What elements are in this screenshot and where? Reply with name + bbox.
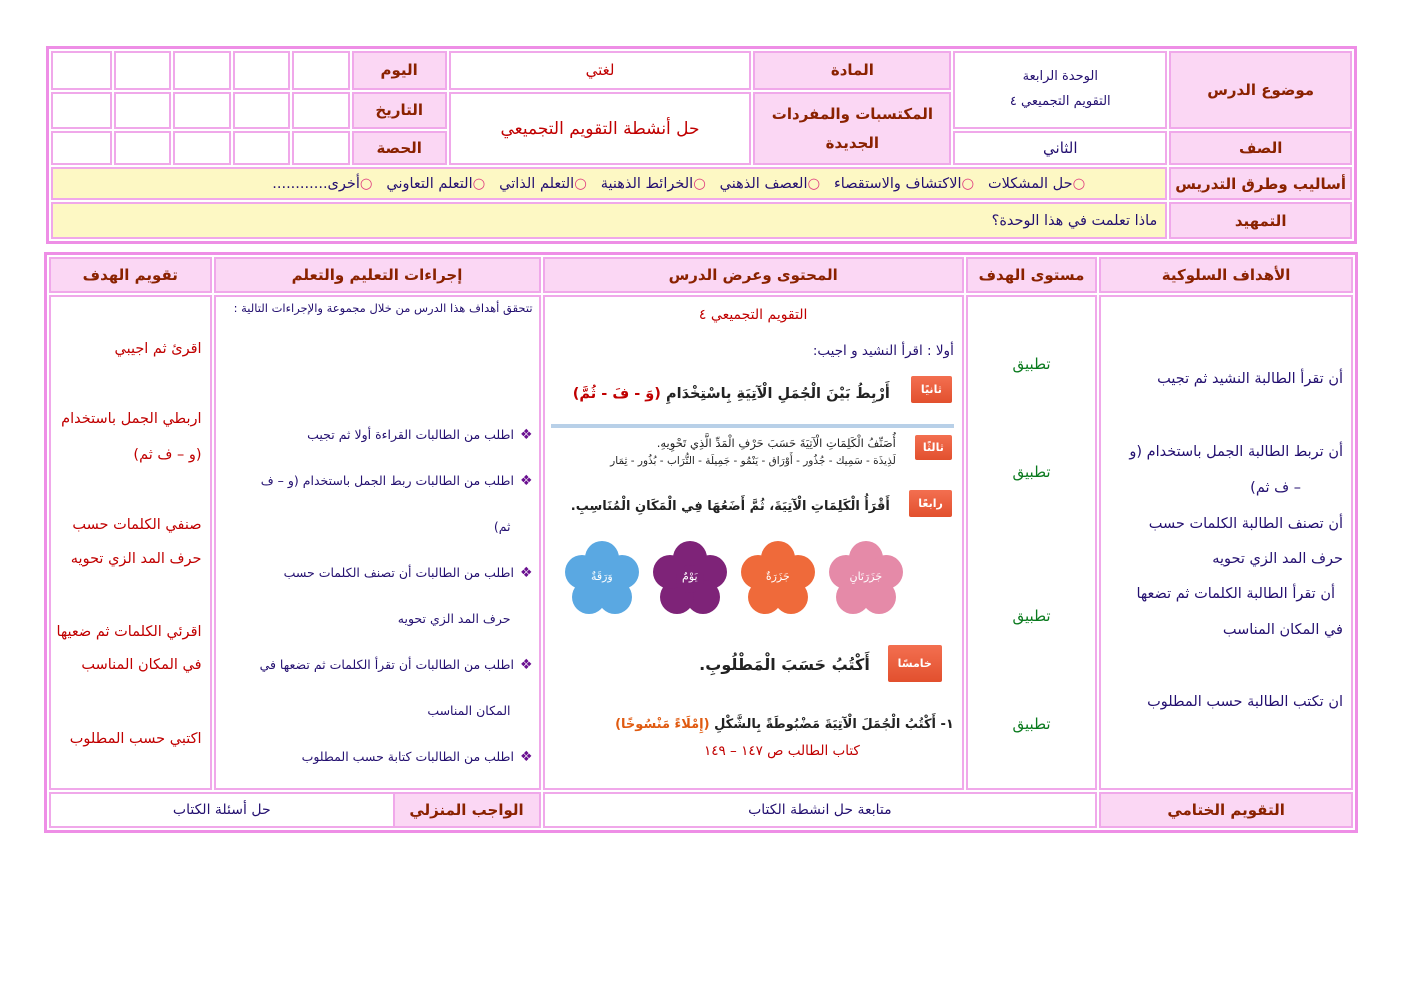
date-label: التاريخ	[352, 92, 447, 129]
period-cell	[173, 131, 231, 166]
exercise-5-item-red: (إِمْلَاءً مَنْسُوخًا)	[615, 717, 710, 733]
intro-value: ماذا تعلمت في هذا الوحدة؟	[51, 202, 1167, 239]
day-label: اليوم	[352, 51, 447, 90]
method-item: ○التعلم التعاوني	[386, 175, 486, 192]
period-cell	[114, 131, 172, 166]
col-procedures-header: إجراءات التعليم والتعلم	[214, 257, 541, 293]
level-text: تطبيق	[1012, 463, 1051, 482]
method-item: ○أخرى............	[272, 175, 373, 192]
procedure-item-cont: ثم)	[493, 519, 511, 535]
col-level-header: مستوى الهدف	[966, 257, 1097, 293]
objective-text: في المكان المناسب	[1222, 622, 1343, 639]
flower-card	[828, 541, 904, 617]
homework-value: حل أسئلة الكتاب	[172, 801, 271, 818]
flower-word: يَوْمٌ	[682, 570, 698, 584]
evaluation-text: اقرئ ثم اجيبي	[114, 341, 202, 358]
objective-text: ان تكتب الطالبة حسب المطلوب	[1147, 694, 1343, 711]
method-item: ○التعلم الذاتي	[499, 175, 587, 192]
flower-card	[564, 541, 640, 617]
exercise-3-text: أُصَنِّفُ الْكَلِمَاتِ الْآتِيَةَ حَسَبَ حَرْفِ الْمَدِّ الَّذِي تَحْوِيهِ.	[656, 436, 896, 451]
method-item: ○الخرائط الذهنية	[600, 175, 706, 192]
evaluation-text: اكتبي حسب المطلوب	[69, 731, 202, 748]
lesson-body-table	[44, 252, 1358, 833]
exercise-2-words: (وَ - فَ - ثُمَّ)	[572, 386, 661, 403]
evaluation-text: اربطي الجمل باستخدام	[61, 411, 202, 428]
procedure-item: ❖اطلب من الطالبات كتابة حسب المطلوب	[301, 749, 533, 766]
objective-text: حرف المد الزي تحويه	[1212, 551, 1343, 568]
divider	[551, 424, 954, 428]
objective-text: أن تربط الطالبة الجمل باستخدام (و	[1129, 444, 1343, 461]
exercise-5	[551, 641, 954, 691]
methods-label: أساليب وطرق التدريس	[1169, 167, 1352, 200]
level-text: تطبيق	[1012, 607, 1051, 626]
book-reference: كتاب الطالب ص ١٤٧ – ١٤٩	[704, 743, 860, 760]
col-objectives-header: الأهداف السلوكية	[1099, 257, 1353, 293]
procedure-item: ❖اطلب من الطالبات أن تقرأ الكلمات ثم تضعها في	[259, 657, 533, 674]
evaluation-cell	[49, 295, 212, 789]
exercise-4	[551, 487, 954, 531]
flower-word: جَزَرَتَانِ	[849, 570, 883, 584]
subject-label: المادة	[753, 51, 951, 90]
homework-label: الواجب المنزلي	[393, 794, 539, 826]
topic-label: موضوع الدرس	[1169, 51, 1352, 129]
flower-word: جَزَرَةٌ	[765, 570, 790, 584]
exercise-3	[551, 433, 954, 483]
exercise-5-text: أَكْتُبُ حَسَبَ الْمَطْلُوبِ.	[699, 655, 870, 675]
method-item: ○العصف الذهني	[719, 175, 821, 192]
method-item: ○الاكتشاف والاستقصاء	[833, 175, 975, 192]
day-cell	[51, 51, 112, 90]
lesson-header-table	[46, 46, 1357, 244]
procedures-cell	[214, 295, 541, 789]
exercise-3-words: لَذِيذَة - سَمِيك - جُذُور - أَوْرَاق - يَنْمُو - جَمِيلَة - التُّرَاب - بُذُور - ثِمَار	[610, 455, 896, 468]
day-cell	[292, 51, 350, 90]
content-first: أولا : اقرأ النشيد و اجيب:	[812, 343, 954, 360]
evaluation-text: (و – ف ثم)	[133, 447, 202, 464]
procedure-item: ❖اطلب من الطالبات القراءة أولا ثم تجيب	[307, 427, 533, 444]
day-cell	[233, 51, 291, 90]
exercise-2-text: أَرْبِطُ بَيْنَ الْجُمَلِ الْآتِيَةِ بِاسْتِخْدَامِ	[665, 386, 890, 403]
day-cell	[114, 51, 172, 90]
col-content-header: المحتوى وعرض الدرس	[543, 257, 964, 293]
date-cell	[114, 92, 172, 129]
methods-list	[51, 167, 1167, 200]
exercise-4-text: أَقْرَأُ الْكَلِمَاتِ الْآتِيَةَ، ثُمَّ أَضَعُهَا فِي الْمَكَانِ الْمُنَاسِبِ.	[570, 499, 890, 515]
class-label: الصف	[1169, 131, 1352, 166]
exercise-2	[551, 376, 954, 428]
objective-text: أن تقرأ الطالبة الكلمات ثم تضعها	[1136, 586, 1335, 603]
final-evaluation-value: متابعة حل انشطة الكتاب	[543, 792, 1098, 828]
exercise-5-item: ١- أَكْتُبُ الْجُمَلَ الْآتِيَةَ مَضْبُوطَةً بِالشَّكْلِ (إِمْلَاءً مَنْسُوخًا)	[615, 717, 954, 733]
exercise-3-badge: ثالثًا	[915, 435, 952, 460]
procedures-intro: تتحقق أهداف هذا الدرس من خلال مجموعة والإجراءات التالية :	[233, 301, 533, 316]
method-item: ○حل المشكلات	[988, 175, 1086, 192]
content-title: التقويم التجميعي ٤	[698, 307, 808, 324]
date-cell	[233, 92, 291, 129]
intro-label: التمهيد	[1169, 202, 1352, 239]
date-cell	[51, 92, 112, 129]
exercise-4-badge: رابعًا	[909, 490, 952, 517]
subject-value: لغتي	[449, 51, 752, 90]
date-cell	[292, 92, 350, 129]
objective-text: أن تصنف الطالبة الكلمات حسب	[1148, 516, 1343, 533]
flower-word: وَرَقَةٌ	[590, 570, 613, 584]
day-cell	[173, 51, 231, 90]
topic-value: الوحدة الرابعة التقويم التجميعي ٤	[953, 51, 1167, 129]
col-evaluation-header: تقويم الهدف	[49, 257, 212, 293]
objective-text: أن تقرأ الطالبة النشيد ثم تجيب	[1157, 371, 1343, 388]
procedure-item-cont: حرف المد الزي تحويه	[397, 611, 511, 627]
objectives-cell	[1099, 295, 1353, 789]
flower-card	[740, 541, 816, 617]
date-cell	[173, 92, 231, 129]
vocab-value: حل أنشطة التقويم التجميعي	[449, 92, 752, 166]
vocab-label: المكتسبات والمفردات الجديدة	[753, 92, 951, 166]
procedure-item: ❖اطلب من الطالبات ربط الجمل باستخدام (و – ف	[260, 473, 533, 490]
period-cell	[51, 131, 112, 166]
level-text: تطبيق	[1012, 715, 1051, 734]
content-cell	[543, 295, 964, 789]
exercise-5-badge: خامسًا	[888, 645, 942, 682]
homework-row	[51, 794, 539, 826]
evaluation-text: حرف المد الزي تحويه	[70, 551, 202, 568]
evaluation-text: في المكان المناسب	[81, 657, 202, 674]
period-cell	[233, 131, 291, 166]
period-label: الحصة	[352, 131, 447, 166]
class-value: الثاني	[953, 131, 1167, 166]
period-cell	[292, 131, 350, 166]
exercise-2-badge: ثانيًا	[911, 376, 952, 403]
level-text: تطبيق	[1012, 355, 1051, 374]
objective-text: – ف ثم)	[1250, 480, 1301, 497]
procedure-item: ❖اطلب من الطالبات أن تصنف الكلمات حسب	[283, 565, 533, 582]
levels-cell	[966, 295, 1097, 789]
evaluation-text: اقرئي الكلمات ثم ضعيها	[56, 624, 202, 641]
final-evaluation-label: التقويم الختامي	[1099, 792, 1353, 828]
evaluation-text: صنفي الكلمات حسب	[72, 517, 202, 534]
flower-card	[652, 541, 728, 617]
procedure-item-cont: المكان المناسب	[427, 703, 511, 719]
